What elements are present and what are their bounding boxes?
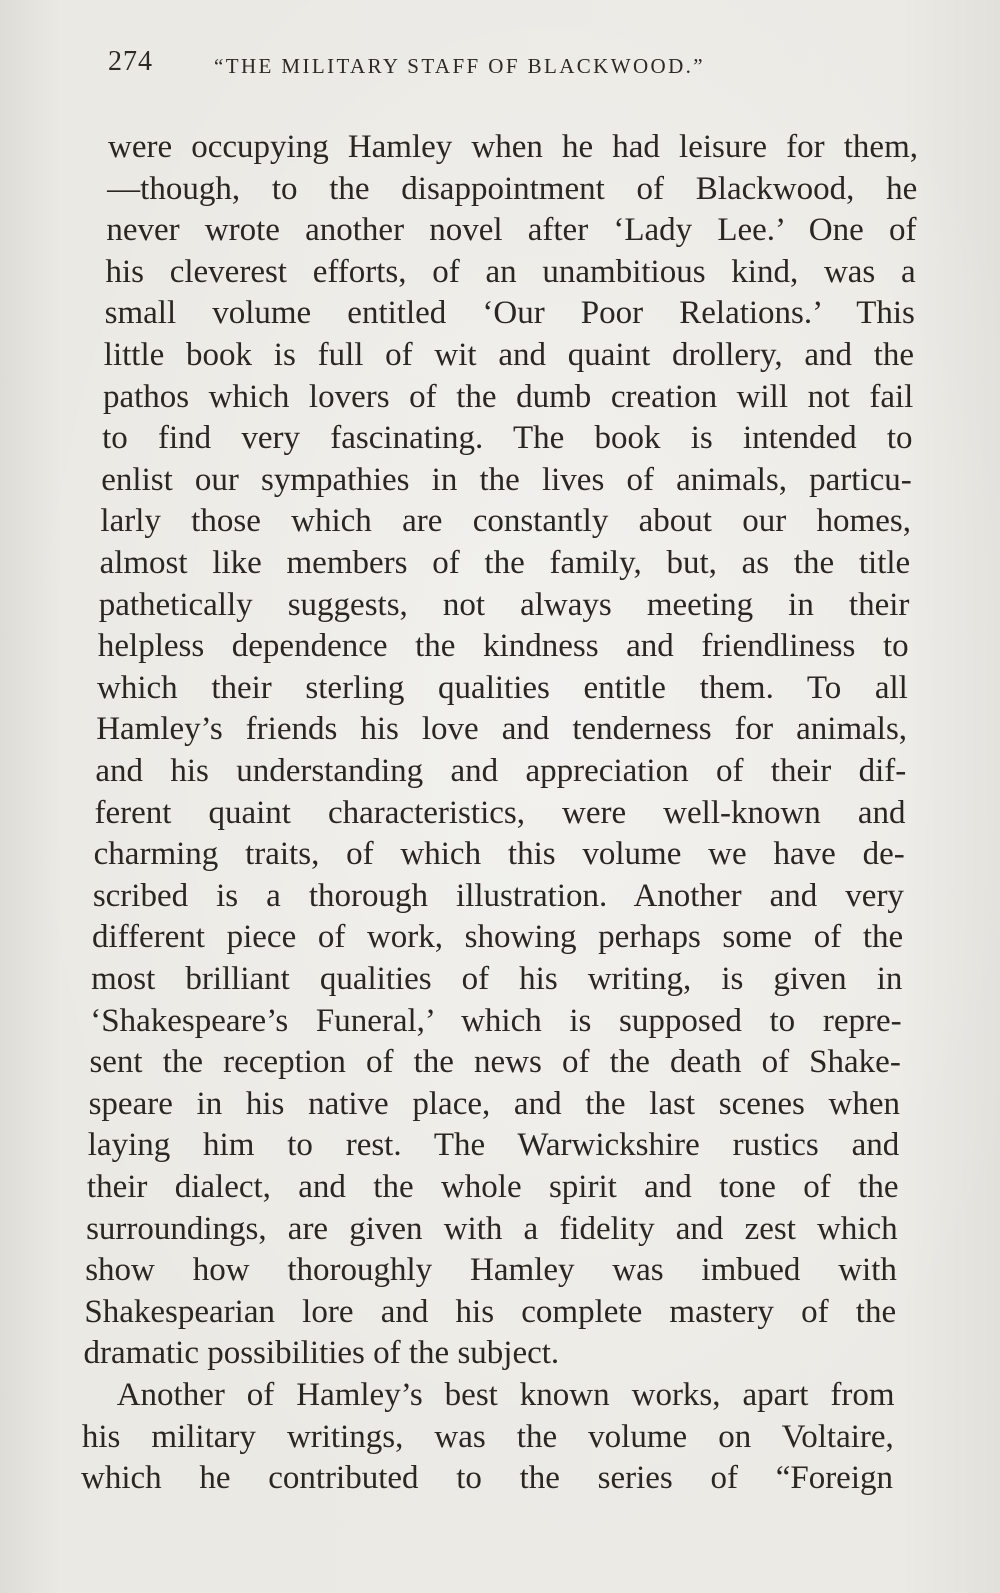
text-line: Another of Hamley’s best known works, apart from bbox=[116, 1377, 895, 1413]
text-line: sent the reception of the news of the death of Shake- bbox=[89, 1044, 901, 1081]
text-line: pathos which lovers of the dumb creation will not fail bbox=[102, 378, 914, 415]
page-number: 274 bbox=[108, 46, 153, 77]
page-header bbox=[108, 44, 868, 84]
text-line: ‘Shakespeare’s Funeral,’ which is supposed to repre- bbox=[90, 1002, 902, 1039]
text-line: little book is full of wit and quaint drollery, and the bbox=[103, 337, 915, 373]
text-line: helpless dependence the kindness and friendliness to bbox=[97, 628, 909, 665]
text-line: small volume entitled ‘Our Poor Relations.’ This bbox=[104, 295, 915, 332]
text-line: almost like members of the family, but, as the title bbox=[99, 545, 911, 581]
text-line: larly those which are constantly about our homes, bbox=[100, 503, 911, 540]
text-line: laying him to rest. The Warwickshire rustics and bbox=[87, 1127, 900, 1164]
text-line: surroundings, are given with a fidelity and zest which bbox=[86, 1210, 898, 1247]
text-line: show how thoroughly Hamley was imbued with bbox=[85, 1252, 897, 1289]
text-line: were occupying Hamley when he had leisure for them, bbox=[108, 129, 918, 165]
text-line: his military writings, was the volume on Voltaire, bbox=[81, 1418, 894, 1455]
text-line: and his understanding and appreciation of their dif- bbox=[95, 753, 907, 789]
text-line: Shakespearian lore and his complete mastery of the bbox=[84, 1293, 897, 1330]
text-line: most brilliant qualities of his writing, is given in bbox=[91, 961, 903, 997]
text-line: which he contributed to the series of “Foreign bbox=[81, 1460, 893, 1497]
text-line: their dialect, and the whole spirit and tone of the bbox=[86, 1169, 899, 1205]
text-line: his cleverest efforts, of an unambitious kind, was a bbox=[105, 253, 916, 290]
text-line: pathetically suggests, not always meeting in their bbox=[98, 586, 910, 623]
text-line: scribed is a thorough illustration. Another and very bbox=[92, 877, 904, 914]
text-line: Hamley’s friends his love and tenderness for animals, bbox=[96, 711, 908, 748]
text-line: speare in his native place, and the last scenes when bbox=[88, 1085, 901, 1122]
text-line: charming traits, of which this volume we have de- bbox=[93, 836, 905, 873]
text-line: never wrote another novel after ‘Lady Lee.’ One of bbox=[106, 212, 917, 249]
text-line: which their sterling qualities entitle them. To all bbox=[97, 669, 908, 706]
text-line: different piece of work, showing perhaps some of the bbox=[91, 919, 904, 956]
text-line: to find very fascinating. The book is intended to bbox=[102, 420, 913, 457]
text-line: —though, to the disappointment of Blackwood, he bbox=[107, 170, 918, 207]
text-line: ferent quaint characteristics, were well-known and bbox=[94, 794, 906, 831]
running-title: “THE MILITARY STAFF OF BLACKWOOD.” bbox=[214, 54, 706, 78]
text-line: enlist our sympathies in the lives of animals, particu- bbox=[101, 461, 912, 498]
text-line: dramatic possibilities of the subject. bbox=[83, 1335, 560, 1372]
